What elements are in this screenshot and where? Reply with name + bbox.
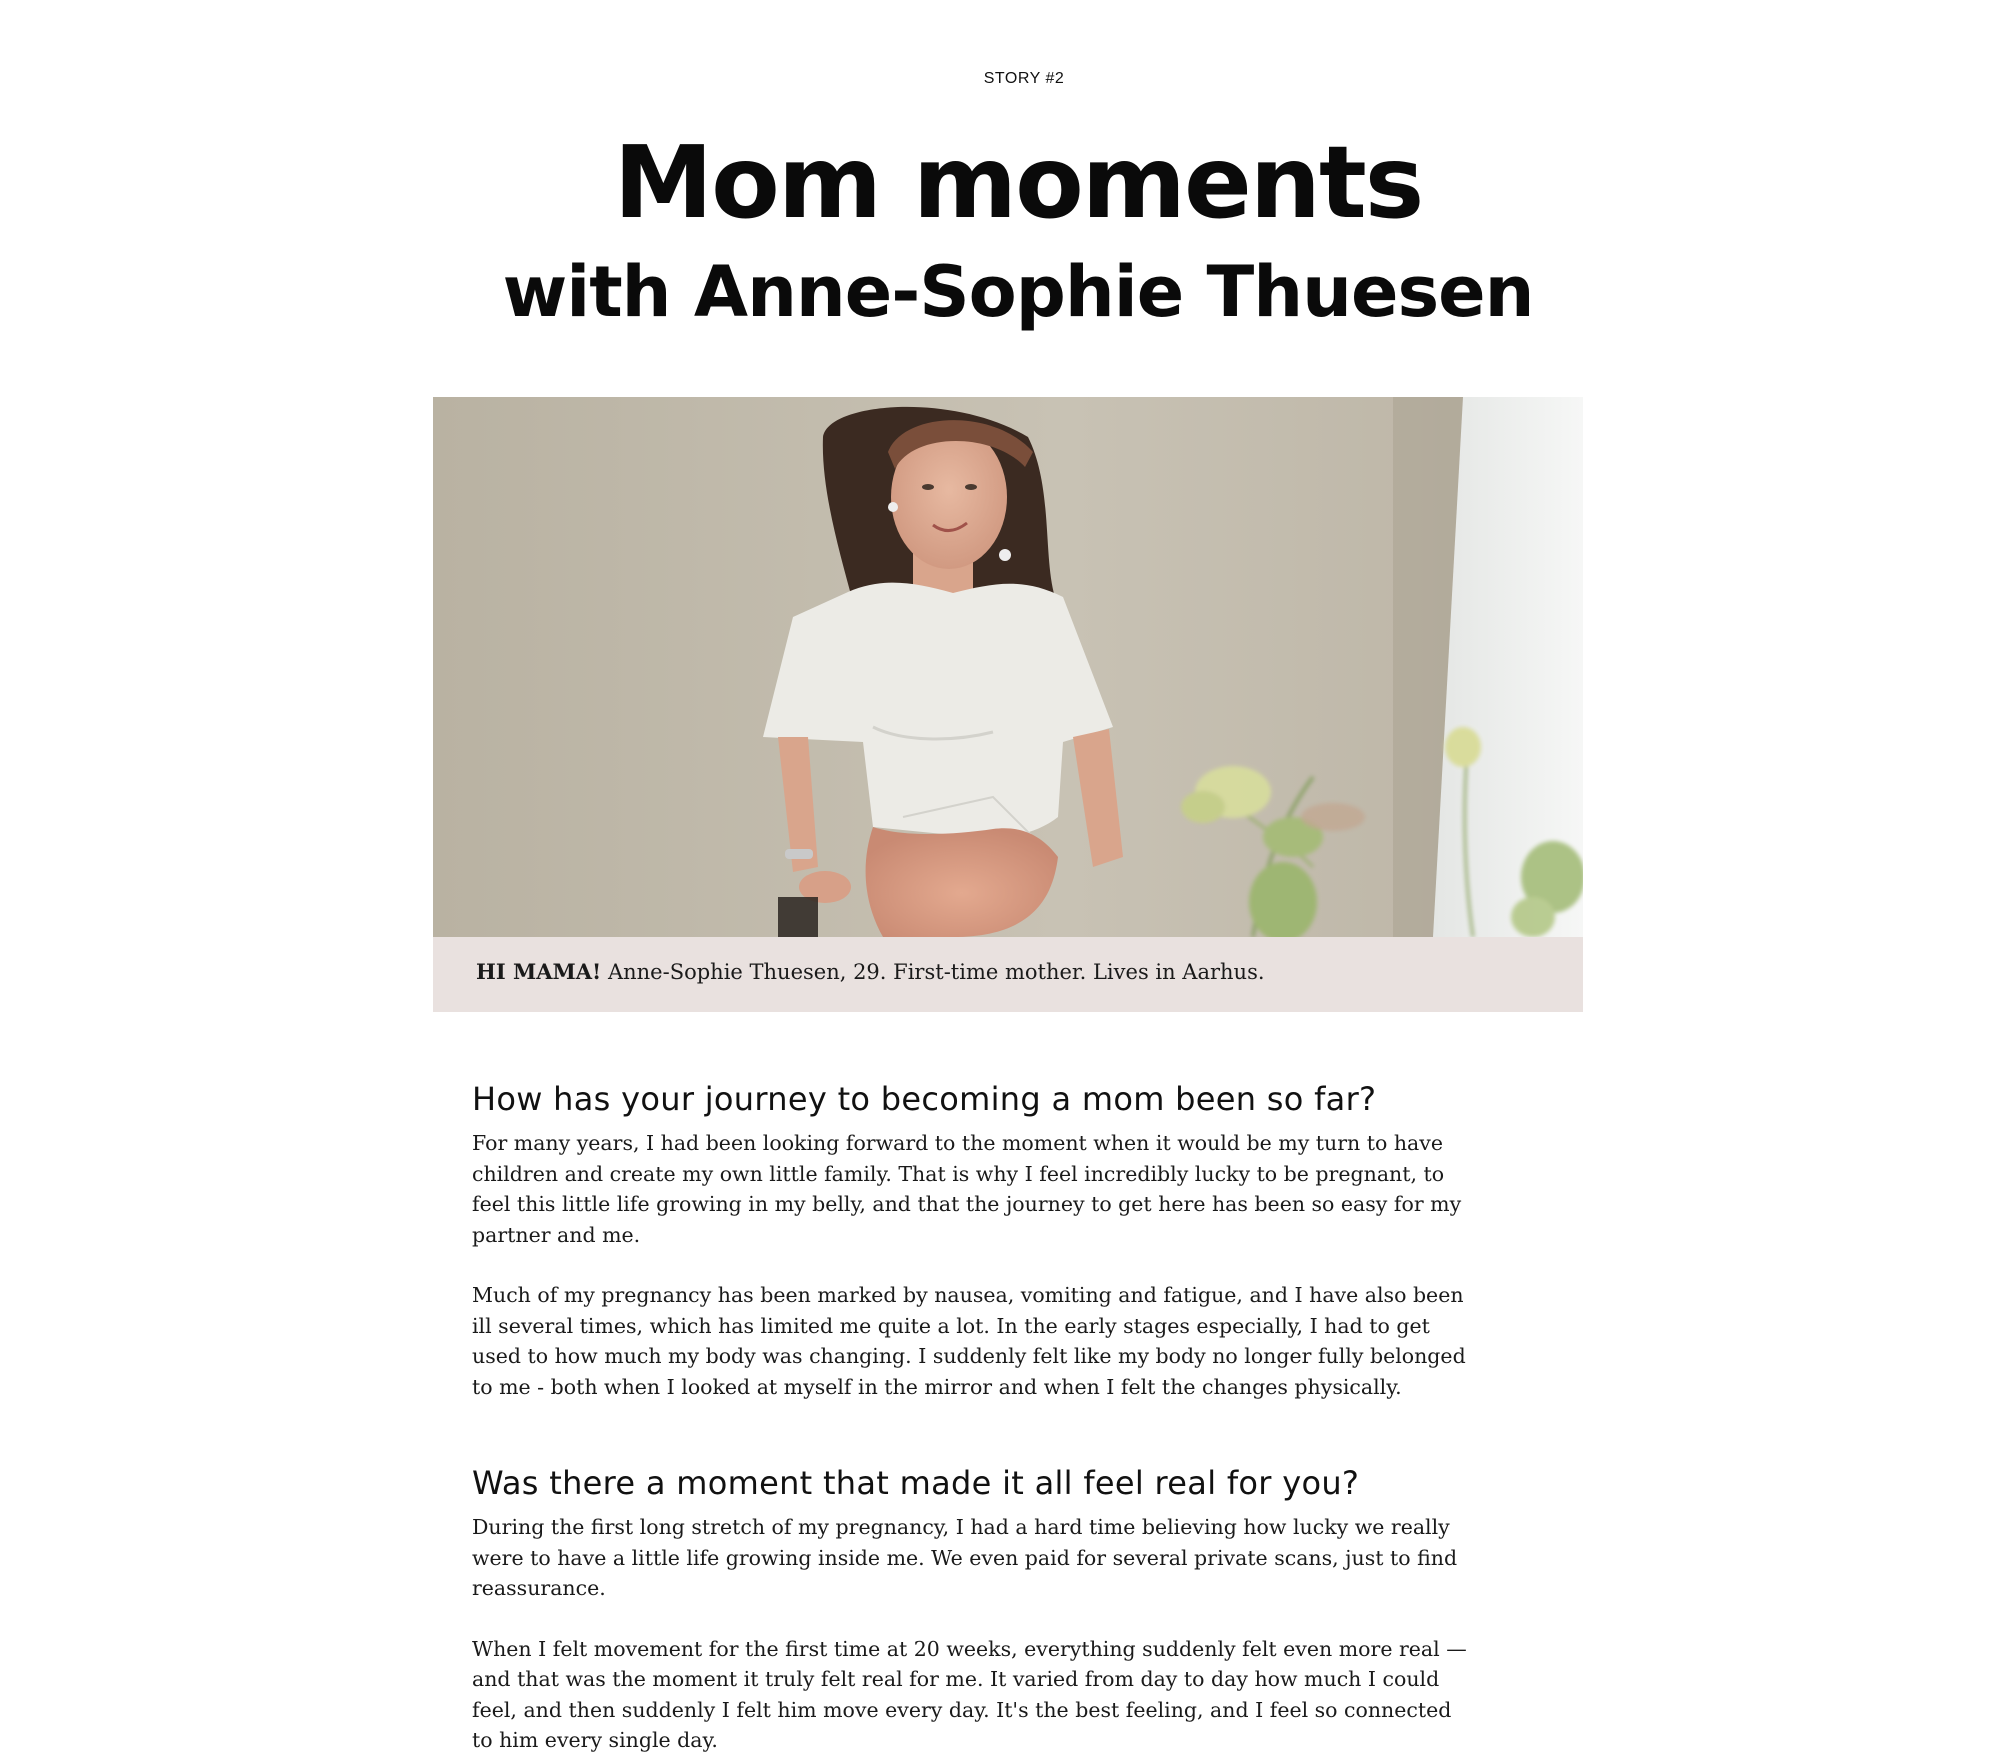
page-subtitle: with Anne-Sophie Thuesen: [502, 251, 1534, 333]
page-title: Mom moments: [613, 124, 1423, 241]
story-eyebrow: STORY #2: [983, 70, 1065, 87]
caption-lead: HI MAMA!: [476, 959, 602, 984]
article-body: [472, 1080, 1472, 1756]
question-heading: How has your journey to becoming a mom been so far?: [472, 1080, 1377, 1118]
answer-paragraph: For many years, I had been looking forward to the moment when it would be my turn to have children and create my own little family. That is why I feel incredibly lucky to be pregnant, to feel this little life growing in my belly, and that the journey to get here has been so easy for my partner and me.: [472, 1131, 1462, 1247]
photo-caption: [433, 937, 1583, 1012]
caption-text: Anne-Sophie Thuesen, 29. First-time mother. Lives in Aarhus.: [601, 960, 1265, 984]
qa-section: [472, 1080, 1472, 1402]
answer-paragraph: During the first long stretch of my pregnancy, I had a hard time believing how lucky we really were to have a little life growing inside me. We even paid for several private scans, just to find reassurance.: [472, 1515, 1458, 1600]
question-heading: Was there a moment that made it all feel real for you?: [472, 1464, 1360, 1502]
qa-section: [472, 1464, 1472, 1756]
hero-photo: [433, 397, 1583, 937]
answer-paragraph: Much of my pregnancy has been marked by nausea, vomiting and fatigue, and I have also been ill several times, which has limited me quite a lot. In the early stages especially, I had to get used to how much my body was changing. I suddenly felt like my body no longer fully belonged to me - both when I looked at myself in the mirror and when I felt the changes physically.: [472, 1283, 1466, 1399]
answer-paragraph: When I felt movement for the first time at 20 weeks, everything suddenly felt even more real — and that was the moment it truly felt real for me. It varied from day to day how much I could feel, and then suddenly I felt him move every day. It's the best feeling, and I feel so connected to him every single day.: [472, 1636, 1467, 1752]
